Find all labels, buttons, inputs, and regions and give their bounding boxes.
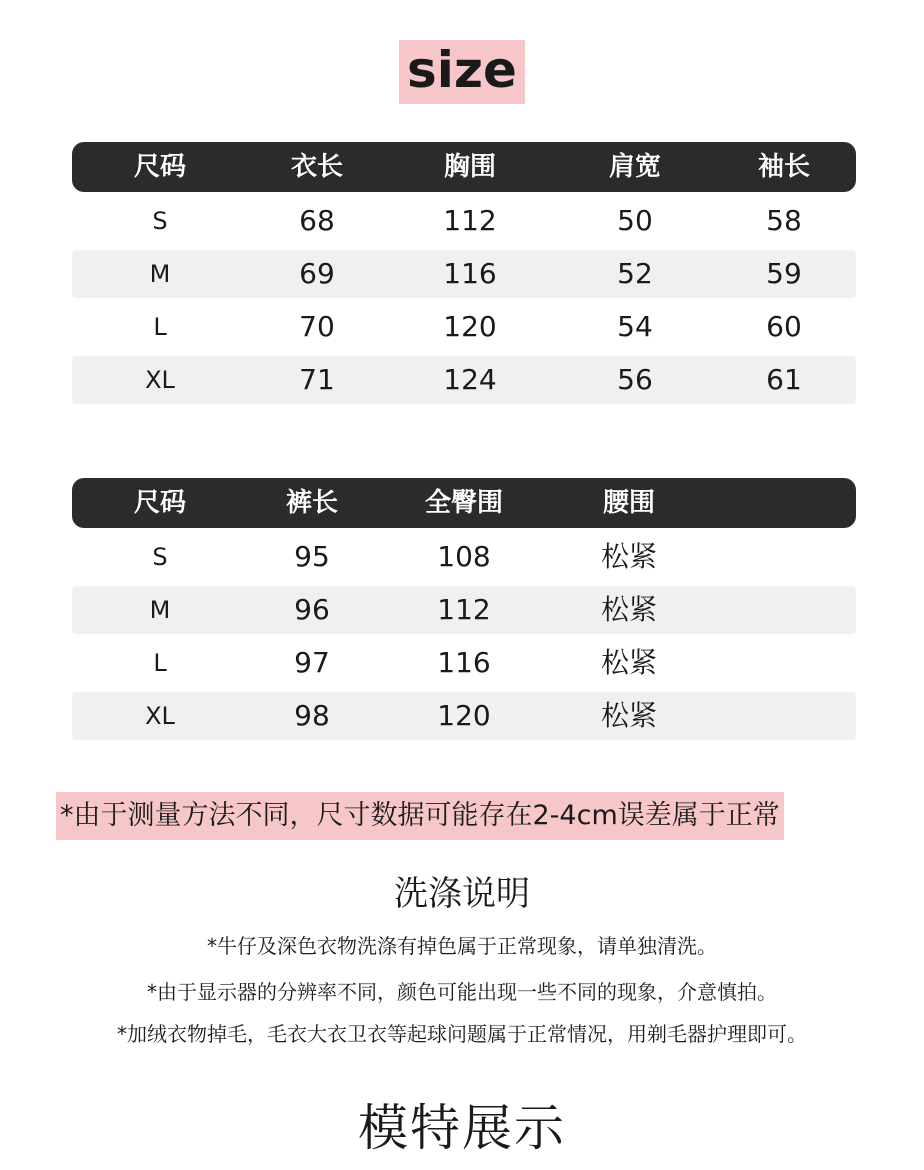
table-cell: 95: [294, 540, 330, 573]
table-cell: 98: [294, 699, 330, 732]
table-row: [72, 639, 856, 687]
table-cell: 52: [617, 257, 653, 290]
table-row: [72, 533, 856, 581]
table-cell: 58: [766, 204, 802, 237]
size-title: size: [399, 40, 525, 104]
table-cell: 松紧: [600, 593, 658, 626]
table-cell: 71: [299, 363, 335, 396]
size-cell: S: [152, 543, 168, 571]
table-row: [72, 356, 856, 404]
size-cell: XL: [145, 702, 175, 730]
table-cell: 112: [443, 204, 497, 237]
header-cell: 肩宽: [608, 152, 662, 182]
title-wrap: [0, 40, 924, 104]
table-row: [72, 197, 856, 245]
header-cell: 尺码: [133, 152, 187, 182]
table-cell: 61: [766, 363, 802, 396]
table-row: [72, 692, 856, 740]
size-cell: XL: [145, 366, 175, 394]
model-display-title: 模特展示: [358, 1099, 566, 1157]
table-cell: 59: [766, 257, 802, 290]
table-header: [72, 478, 856, 528]
header-cell: 袖长: [757, 152, 811, 182]
size-cell: S: [152, 207, 168, 235]
wash-instruction-line: *由于显示器的分辨率不同，颜色可能出现一些不同的现象，介意慎拍。: [147, 980, 777, 1004]
header-cell: 腰围: [602, 488, 656, 518]
measurement-note: *由于测量方法不同，尺寸数据可能存在2-4cm误差属于正常: [56, 792, 784, 840]
table-cell: 112: [437, 593, 491, 626]
measurement-note-wrap: [56, 792, 784, 840]
header-cell: 衣长: [290, 152, 344, 182]
wash-instruction-line: *牛仔及深色衣物洗涤有掉色属于正常现象，请单独清洗。: [207, 934, 717, 958]
size-cell: L: [153, 649, 167, 677]
table-cell: 68: [299, 204, 335, 237]
table-cell: 50: [617, 204, 653, 237]
table-cell: 108: [437, 540, 491, 573]
size-cell: M: [149, 596, 171, 624]
header-cell: 全臀围: [424, 488, 504, 518]
wash-instructions-title: 洗涤说明: [394, 874, 530, 914]
table-cell: 97: [294, 646, 330, 679]
table-cell: 60: [766, 310, 802, 343]
size-table-pants: [72, 478, 856, 740]
table-cell: 松紧: [600, 646, 658, 679]
size-cell: L: [153, 313, 167, 341]
header-cell: 尺码: [133, 488, 187, 518]
size-cell: M: [149, 260, 171, 288]
table-cell: 124: [443, 363, 497, 396]
size-table-tops: [72, 142, 856, 404]
table-cell: 56: [617, 363, 653, 396]
wash-instruction-line: *加绒衣物掉毛，毛衣大衣卫衣等起球问题属于正常情况，用剃毛器护理即可。: [117, 1022, 807, 1046]
table-cell: 69: [299, 257, 335, 290]
header-cell: 裤长: [285, 488, 339, 518]
table-cell: 松紧: [600, 699, 658, 732]
table-row: [72, 586, 856, 634]
table-cell: 96: [294, 593, 330, 626]
table-row: [72, 250, 856, 298]
header-cell: 胸围: [443, 152, 497, 182]
table-row: [72, 303, 856, 351]
table-header: [72, 142, 856, 192]
table-cell: 116: [443, 257, 497, 290]
table-cell: 120: [437, 699, 491, 732]
table-cell: 54: [617, 310, 653, 343]
table-cell: 116: [437, 646, 491, 679]
table-cell: 70: [299, 310, 335, 343]
table-cell: 松紧: [600, 540, 658, 573]
table-cell: 120: [443, 310, 497, 343]
